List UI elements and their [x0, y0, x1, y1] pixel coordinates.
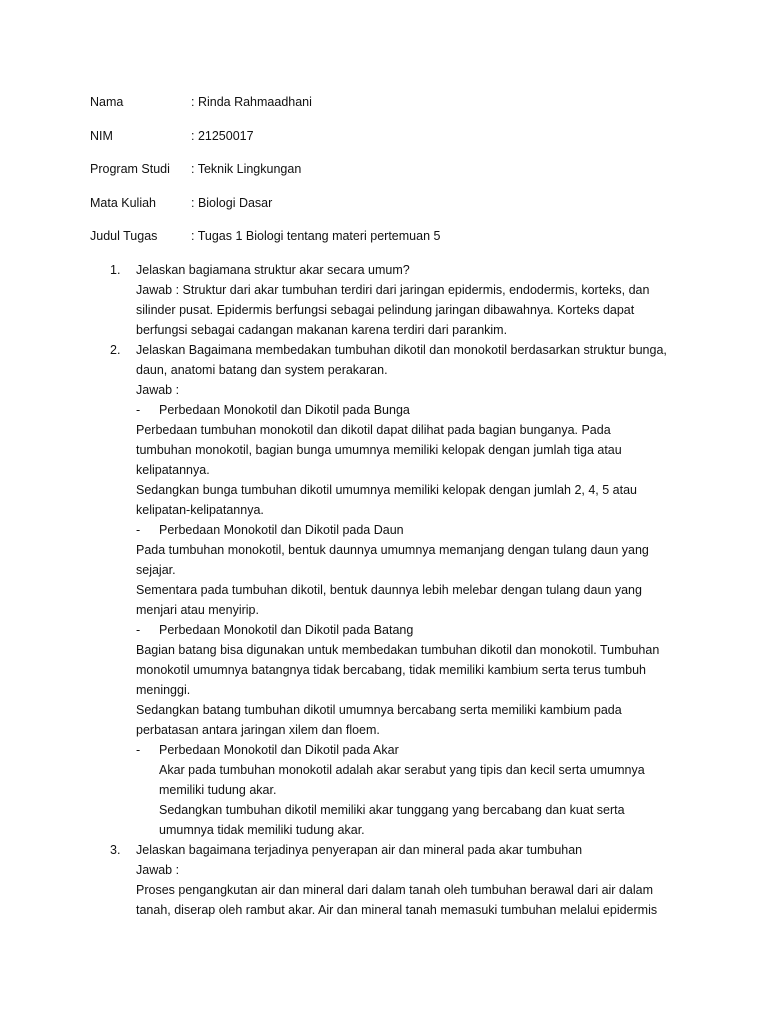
subheading-daun [136, 520, 708, 540]
answer-line: Proses pengangkutan air dan mineral dari dalam tanah oleh tumbuhan berawal dari air dalam [136, 882, 653, 897]
info-label: Nama [90, 95, 124, 109]
info-value: : Rinda Rahmaadhani [191, 95, 312, 109]
bullet-dash: - [136, 402, 141, 417]
question-number: 2. [110, 342, 121, 357]
answer-line: sejajar. [136, 562, 176, 577]
answer-line: Pada tumbuhan monokotil, bentuk daunnya umumnya memanjang dengan tulang daun yang [136, 542, 649, 557]
akar-answer [136, 760, 708, 840]
answer-line: Sedangkan bunga tumbuhan dikotil umumnya memiliki kelopak dengan jumlah 2, 4, 5 atau [136, 482, 638, 497]
subheading-text: Perbedaan Monokotil dan Dikotil pada Daun [159, 522, 404, 537]
subheading-akar [136, 740, 708, 760]
answer-line: Perbedaan tumbuhan monokotil dan dikotil dapat dilihat pada bagian bunganya. Pada [136, 422, 611, 437]
answer-line: Sedangkan batang tumbuhan dikotil umumnya bercabang serta memiliki kambium pada [136, 702, 622, 717]
info-row-program-studi [90, 159, 708, 179]
answer-line: monokotil umumnya batangnya tidak bercabang, tidak memiliki kambium serta terus tumbuh [136, 662, 646, 677]
subheading-text: Perbedaan Monokotil dan Dikotil pada Bunga [159, 402, 410, 417]
answer-line: kelipatannya. [136, 462, 210, 477]
subheading-batang [136, 620, 708, 640]
answer-line: Sementara pada tumbuhan dikotil, bentuk daunnya lebih melebar dengan tulang daun yang [136, 582, 642, 597]
info-value: : 21250017 [191, 128, 254, 143]
question-text: Jelaskan Bagaimana membedakan tumbuhan dikotil dan monokotil berdasarkan struktur bunga, [136, 342, 667, 357]
answer-line: berfungsi sebagai cadangan makanan karena terdiri dari parankim. [136, 322, 508, 337]
answer-line: umumnya tidak memiliki tudung akar. [159, 822, 365, 837]
info-label: Judul Tugas [90, 229, 158, 243]
answer-line: tumbuhan monokotil, bagian bunga umumnya memiliki kelopak dengan jumlah tiga atau [136, 442, 622, 457]
question-2 [90, 340, 708, 840]
question-number: 3. [110, 842, 121, 857]
info-row-nim [90, 126, 708, 146]
info-value: : Biologi Dasar [191, 195, 273, 210]
answer-label: Jawab : [136, 382, 180, 397]
bullet-dash: - [136, 622, 141, 637]
answer-line: menjari atau menyirip. [136, 602, 259, 617]
subheading-text: Perbedaan Monokotil dan Dikotil pada Akar [159, 742, 399, 757]
answer-label: Jawab : [136, 862, 180, 877]
info-label: Program Studi [90, 162, 170, 176]
subheading-text: Perbedaan Monokotil dan Dikotil pada Batang [159, 622, 414, 637]
subheading-bunga [136, 400, 708, 420]
answer-line: tanah, diserap oleh rambut akar. Air dan mineral tanah memasuki tumbuhan melalui epidermis [136, 902, 658, 917]
info-label: NIM [90, 128, 113, 143]
info-value: : Tugas 1 Biologi tentang materi pertemuan 5 [191, 229, 441, 243]
answer-line: kelipatan-kelipatannya. [136, 502, 264, 517]
answer-line: Bagian batang bisa digunakan untuk membedakan tumbuhan dikotil dan monokotil. Tumbuhan [136, 642, 660, 657]
bullet-dash: - [136, 742, 141, 757]
student-info [90, 92, 708, 246]
answer-line: meninggi. [136, 682, 191, 697]
info-row-nama [90, 92, 708, 112]
info-row-mata-kuliah [90, 193, 708, 213]
info-value: : Teknik Lingkungan [191, 162, 302, 176]
question-1 [90, 260, 708, 340]
info-row-judul-tugas [90, 226, 708, 246]
answer-line: silinder pusat. Epidermis berfungsi sebagai pelindung jaringan dibawahnya. Korteks dapat [136, 302, 635, 317]
answer-line: Sedangkan tumbuhan dikotil memiliki akar tunggang yang bercabang dan kuat serta [159, 802, 625, 817]
question-text: Jelaskan bagaimana terjadinya penyerapan air dan mineral pada akar tumbuhan [136, 842, 583, 857]
answer-line: Akar pada tumbuhan monokotil adalah akar serabut yang tipis dan kecil serta umumnya [159, 762, 645, 777]
answer-line: memiliki tudung akar. [159, 782, 277, 797]
question-3 [90, 840, 708, 920]
info-label: Mata Kuliah [90, 195, 157, 210]
question-text: Jelaskan bagiamana struktur akar secara umum? [136, 262, 410, 277]
question-number: 1. [110, 262, 121, 277]
answer-line: perbatasan antara jaringan xilem dan floem. [136, 722, 380, 737]
answer-line: Jawab : Struktur dari akar tumbuhan terdiri dari jaringan epidermis, endodermis, korteks, dan [136, 282, 650, 297]
bullet-dash: - [136, 522, 141, 537]
question-text: daun, anatomi batang dan system perakaran. [136, 362, 388, 377]
